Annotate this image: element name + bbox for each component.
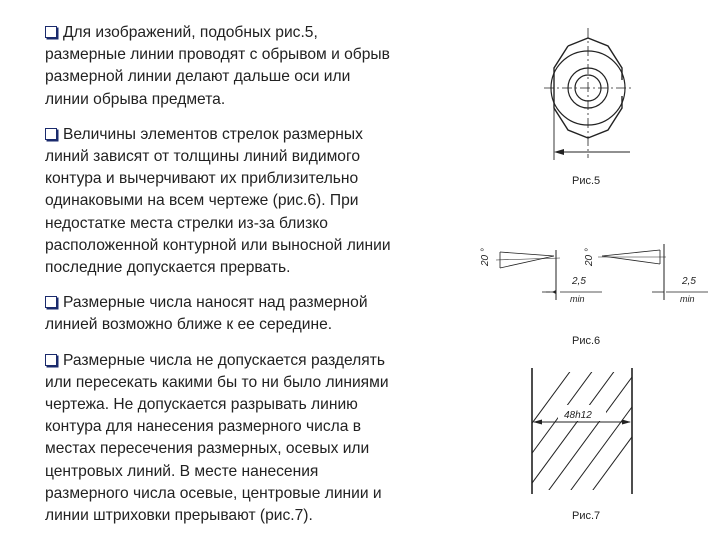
paragraph-line: или пересекать какими бы то ни было линиями <box>45 373 389 391</box>
paragraph-3 <box>44 292 444 336</box>
checkbox-bullet-icon <box>45 354 57 366</box>
min-label-left: min <box>570 294 585 304</box>
paragraph-line: контура для нанесения размерного числа в <box>45 418 362 436</box>
paragraph-line: Размерные числа наносят над размерной <box>63 294 368 312</box>
figure-5-caption: Рис.5 <box>572 175 601 187</box>
checkbox-bullet-icon <box>45 128 57 140</box>
paragraph-line: линии штриховки прерывают (рис.7). <box>45 507 313 525</box>
paragraph-line: расположенной контурной или выносной линии <box>45 236 391 254</box>
paragraph-4 <box>44 350 444 528</box>
angle-label-left: 20 ° <box>480 248 491 266</box>
angle-label-right: 20 ° <box>584 248 595 266</box>
figure-7-hatch-drawing <box>520 368 650 498</box>
paragraph-line: размерные линии проводят с обрывом и обрыв <box>45 46 390 64</box>
paragraph-1 <box>44 22 444 111</box>
paragraph-line: Величины элементов стрелок размерных <box>63 125 363 143</box>
length-label-left: 2,5 <box>572 276 586 287</box>
min-label-right: min <box>680 294 695 304</box>
paragraph-line: размерной линии делают дальше оси или <box>45 68 351 86</box>
paragraph-line: контура и вычерчивают их приблизительно <box>45 170 359 188</box>
figure-7-caption: Рис.7 <box>572 510 601 522</box>
paragraph-line: Для изображений, подобных рис.5, <box>63 24 318 41</box>
paragraph-line: местах пересечения размерных, осевых или <box>45 440 370 458</box>
paragraph-line: одинаковыми на всем чертеже (рис.6). При <box>45 192 359 210</box>
paragraph-line: линией возможно ближе к ее середине. <box>45 316 333 334</box>
figure-5-nut-drawing <box>530 28 650 168</box>
checkbox-bullet-icon <box>45 26 57 38</box>
paragraph-line: линии обрыва предмета. <box>45 90 226 108</box>
figure-6-arrow-drawing <box>472 232 712 308</box>
paragraph-line: недостатке места стрелки из-за близко <box>45 214 328 232</box>
figure-6-caption: Рис.6 <box>572 335 601 347</box>
paragraph-line: центровых линий. В месте нанесения <box>45 462 319 480</box>
dimension-label-48h12: 48h12 <box>564 410 592 421</box>
length-label-right: 2,5 <box>682 276 696 287</box>
checkbox-bullet-icon <box>45 296 57 308</box>
paragraph-line: размерного числа осевые, центровые линии и <box>45 484 382 502</box>
paragraph-line: Размерные числа не допускается разделять <box>63 351 385 369</box>
paragraph-line: последние допускается прервать. <box>45 259 291 277</box>
paragraph-line: линий зависят от толщины линий видимого <box>45 148 360 166</box>
paragraph-2 <box>44 124 444 279</box>
text-column <box>44 22 444 540</box>
paragraph-line: чертежа. Не допускается разрывать линию <box>45 396 358 414</box>
